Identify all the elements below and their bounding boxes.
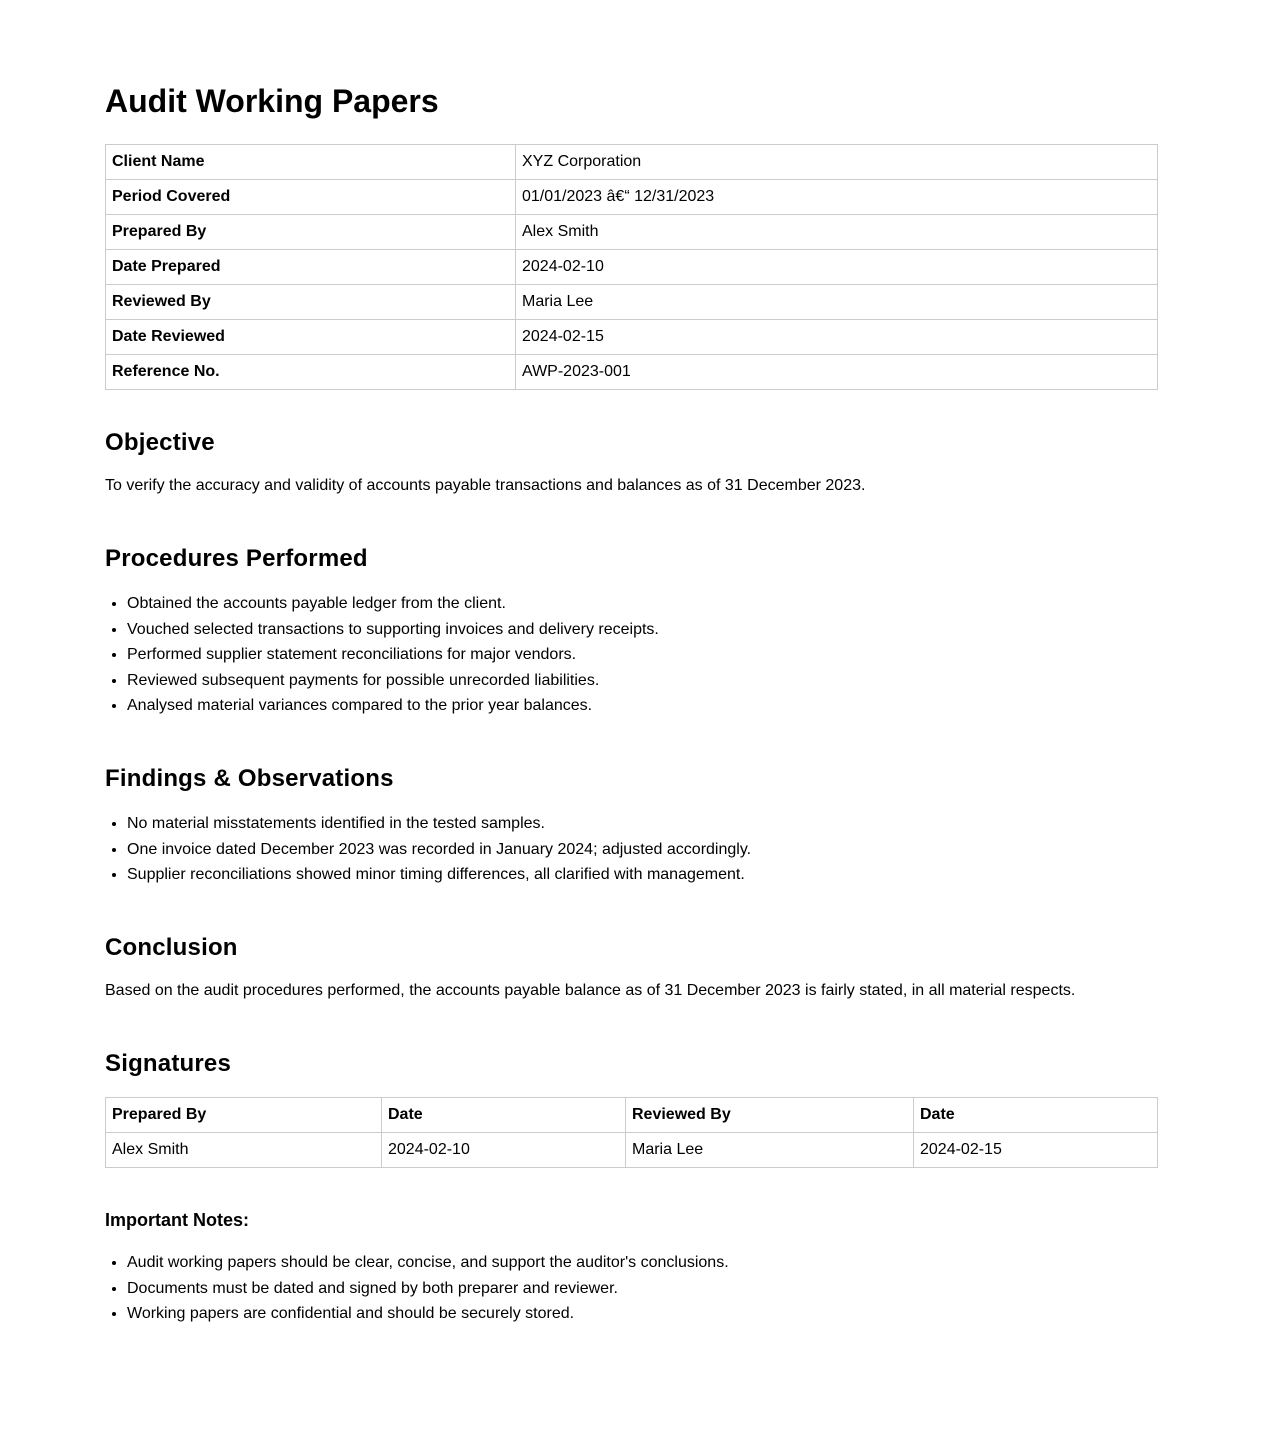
table-row: [106, 250, 1158, 285]
table-row: [106, 320, 1158, 355]
conclusion-text: Based on the audit procedures performed, the accounts payable balance as of 31 December 2023 is fairly stated, in all material respects.: [105, 982, 1076, 999]
findings-list: [105, 814, 1158, 885]
notes-list: [105, 1253, 1158, 1324]
table-cell: 2024-02-10: [382, 1133, 626, 1168]
list-item: • Supplier reconciliations showed minor timing differences, all clarified with management.: [127, 865, 1158, 885]
objective-heading: Objective: [105, 429, 215, 456]
conclusion-section: [105, 933, 1158, 1001]
list-item: • Performed supplier statement reconciliations for major vendors.: [127, 645, 1158, 665]
meta-value: 01/01/2023 â€“ 12/31/2023: [516, 180, 1158, 215]
notes-section: [105, 1208, 1158, 1322]
objective-text: To verify the accuracy and validity of accounts payable transactions and balances as of 31 December 2023.: [105, 477, 866, 494]
list-item: • Reviewed subsequent payments for possible unrecorded liabilities.: [127, 671, 1158, 691]
list-item: • Audit working papers should be clear, concise, and support the auditor's conclusions.: [127, 1253, 1158, 1273]
list-item: • Vouched selected transactions to supporting invoices and delivery receipts.: [127, 620, 1158, 640]
table-row: [106, 285, 1158, 320]
table-row: [106, 1133, 1158, 1168]
list-item: • Analysed material variances compared to the prior year balances.: [127, 696, 1158, 716]
column-header: Prepared By: [106, 1098, 382, 1133]
objective-section: [105, 428, 1158, 496]
notes-viewport: [105, 1253, 1158, 1322]
meta-label: Date Reviewed: [106, 320, 516, 355]
column-header: Reviewed By: [626, 1098, 914, 1133]
procedures-section: [105, 544, 1158, 716]
column-header: Date: [914, 1098, 1158, 1133]
signatures-table: [105, 1097, 1158, 1168]
notes-heading: Important Notes:: [105, 1210, 249, 1230]
table-row: [106, 215, 1158, 250]
meta-label: Date Prepared: [106, 250, 516, 285]
meta-value: 2024-02-15: [516, 320, 1158, 355]
signatures-section: [105, 1049, 1158, 1168]
table-cell: Alex Smith: [106, 1133, 382, 1168]
meta-value: Maria Lee: [516, 285, 1158, 320]
meta-value: Alex Smith: [516, 215, 1158, 250]
procedures-list: [105, 594, 1158, 716]
meta-label: Reference No.: [106, 355, 516, 390]
table-cell: 2024-02-15: [914, 1133, 1158, 1168]
meta-label: Client Name: [106, 145, 516, 180]
procedures-heading: Procedures Performed: [105, 545, 368, 572]
table-row: [106, 145, 1158, 180]
audit-info-table: [105, 144, 1158, 390]
signatures-heading: Signatures: [105, 1050, 232, 1077]
meta-label: Reviewed By: [106, 285, 516, 320]
meta-value: XYZ Corporation: [516, 145, 1158, 180]
findings-heading: Findings & Observations: [105, 765, 394, 792]
conclusion-heading: Conclusion: [105, 934, 238, 961]
meta-value: 2024-02-10: [516, 250, 1158, 285]
list-item: • Documents must be dated and signed by both preparer and reviewer.: [127, 1279, 1158, 1299]
meta-label: Period Covered: [106, 180, 516, 215]
list-item: • No material misstatements identified in the tested samples.: [127, 814, 1158, 834]
table-row: [106, 355, 1158, 390]
document-page: [105, 0, 1158, 1322]
findings-section: [105, 764, 1158, 885]
meta-label: Prepared By: [106, 215, 516, 250]
meta-value: AWP-2023-001: [516, 355, 1158, 390]
table-header-row: [106, 1098, 1158, 1133]
table-cell: Maria Lee: [626, 1133, 914, 1168]
list-item: • Working papers are confidential and should be securely stored.: [127, 1304, 1158, 1324]
page-title: Audit Working Papers: [105, 83, 439, 119]
table-row: [106, 180, 1158, 215]
list-item: • One invoice dated December 2023 was recorded in January 2024; adjusted accordingly.: [127, 840, 1158, 860]
column-header: Date: [382, 1098, 626, 1133]
list-item: • Obtained the accounts payable ledger from the client.: [127, 594, 1158, 614]
